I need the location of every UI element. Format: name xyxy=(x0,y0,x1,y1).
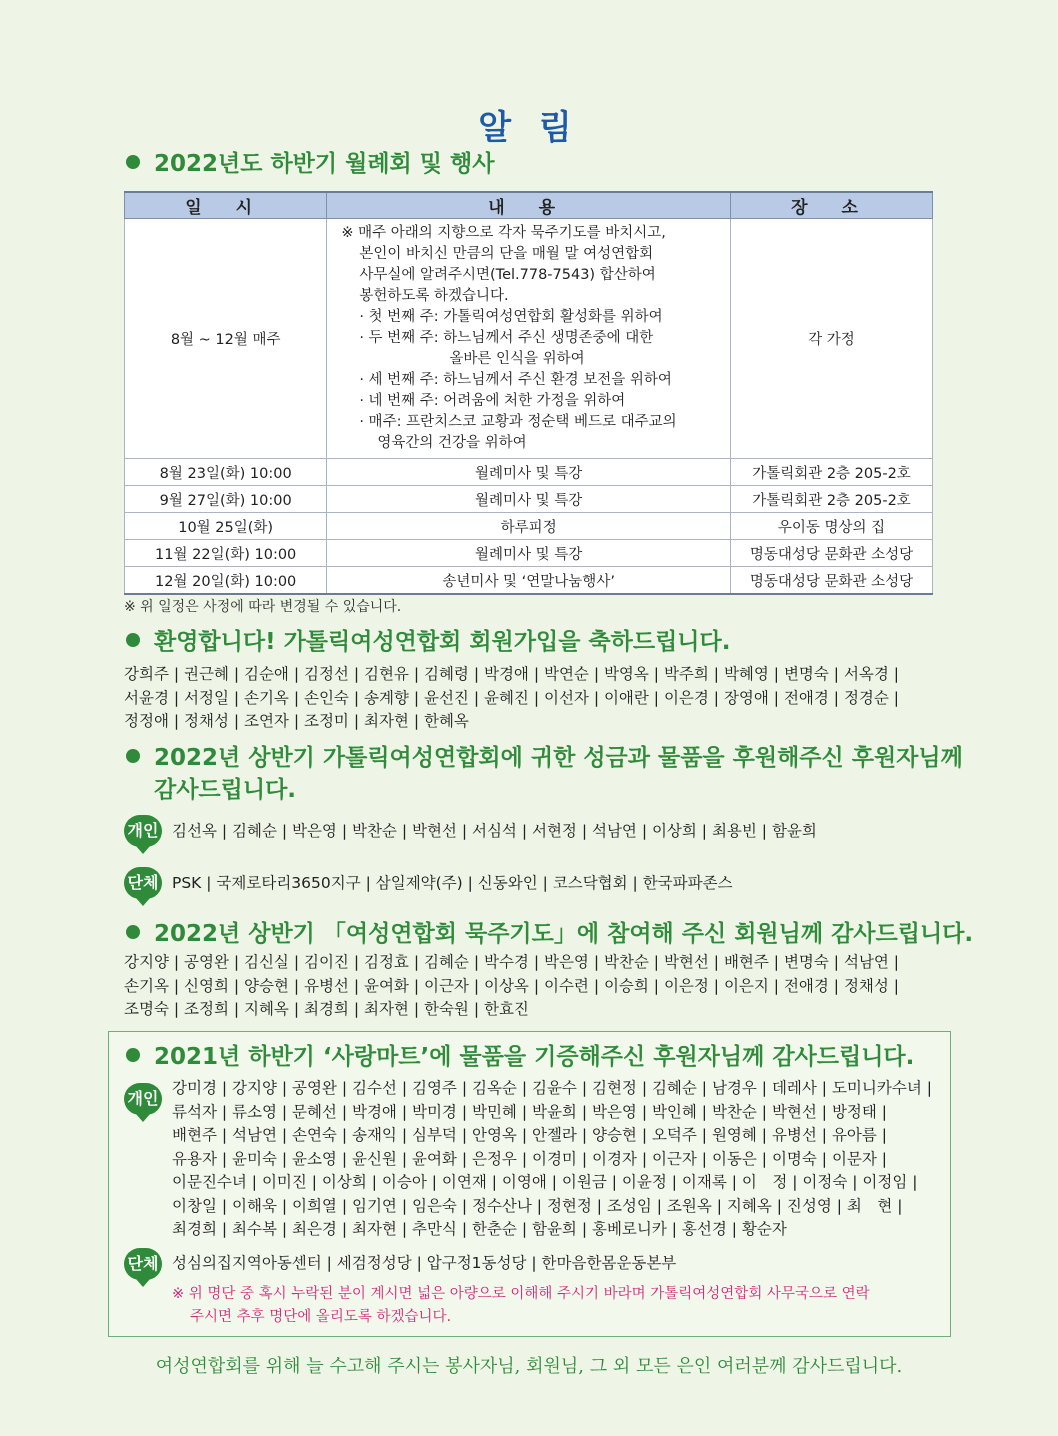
table-row xyxy=(125,513,933,540)
table-row xyxy=(125,486,933,513)
cell-place: 가톨릭회관 2층 205-2호 xyxy=(731,459,933,486)
bullet-icon xyxy=(126,749,140,763)
bullet-icon xyxy=(126,1048,140,1062)
group-tag: 단체 xyxy=(124,1248,162,1280)
individual-tag: 개인 xyxy=(124,1083,162,1115)
lovemart-note: ※ 위 명단 중 혹시 누락된 분이 계시면 넓은 아량으로 이해해 주시기 바라며 가톨릭여성연합회 사무국으로 연락 주시면 추후 명단에 올리도록 하겠습니다. xyxy=(172,1286,870,1325)
cell-content: 송년미사 및 ‘연말나눔행사’ xyxy=(327,567,731,595)
bullet-icon xyxy=(126,925,140,939)
table-row xyxy=(125,219,933,459)
cell-content: 월례미사 및 특강 xyxy=(327,540,731,567)
donors-heading: 2022년 상반기 가톨릭여성연합회에 귀한 성금과 물품을 후원해주신 후원자님께 감사드립니다. xyxy=(126,742,963,806)
footer-thanks: 여성연합회를 위해 늘 수고해 주시는 봉사자님, 회원님, 그 외 모든 은인 여러분께 감사드립니다. xyxy=(155,1356,903,1377)
group-tag: 단체 xyxy=(124,867,162,899)
welcome-heading: 환영합니다! 가톨릭여성연합회 회원가입을 축하드립니다. xyxy=(126,626,730,658)
rosary-names: 강지양 | 공영완 | 김신실 | 김이진 | 김정효 | 김혜순 | 박수경 | 박은영 | 박찬순 | 박현선 | 배현주 | 변명숙 | 석남연 | 손기옥 | 신영희 | 양승현 | 유병선 | 윤여화 | 이근자 | 이상옥 | 이수련 | 이승희 | 이은정 | 이은지 | 전애경 | 정채성 | 조명숙 | 조정희 | 지혜옥 | 최경희 | 최자현 | 한숙원 | 한효진 xyxy=(124,953,900,1018)
lovemart-group-names: 성심의집지역아동센터 | 세검정성당 | 압구정1동성당 | 한마음한몸운동본부 xyxy=(172,1254,677,1272)
cell-content: ※ 매주 아래의 지향으로 각자 묵주기도를 바치시고, 본인이 바치신 만큼의 단을 매월 말 여성연합회 사무실에 알려주시면(Tel.778-7543) 합산하여 봉헌하도록 하겠습니다. · 첫 번째 주: 가톨릭여성연합회 활성화를 위하여 · 두 번째 주: 하느님께서 주신 생명존중에 대한 올바른 인식을 위하여 · 세 번째 주: 하느님께서 주신 환경 보전을 위하여 · 네 번째 주: 어려움에 처한 가정을 위하여 · 매주: 프란치스코 교황과 정순택 베드로 대주교의 영육간의 건강을 위하여 xyxy=(327,219,731,459)
cell-date: 12월 20일(화) 10:00 xyxy=(125,567,327,595)
table-row xyxy=(125,459,933,486)
bullet-icon xyxy=(126,155,140,169)
cell-place: 가톨릭회관 2층 205-2호 xyxy=(731,486,933,513)
header-date: 일 시 xyxy=(125,192,327,219)
page-title: 알 림 xyxy=(478,108,580,148)
individual-donors: 김선옥 | 김혜순 | 박은영 | 박찬순 | 박현선 | 서심석 | 서현정 | 석남연 | 이상희 | 최용빈 | 함윤희 xyxy=(172,822,817,840)
cell-date: 10월 25일(화) xyxy=(125,513,327,540)
cell-place: 각 가정 xyxy=(731,219,933,459)
cell-place: 명동대성당 문화관 소성당 xyxy=(731,567,933,595)
header-content: 내 용 xyxy=(327,192,731,219)
individual-tag: 개인 xyxy=(124,815,162,847)
schedule-note: ※ 위 일정은 사정에 따라 변경될 수 있습니다. xyxy=(124,599,402,615)
lovemart-individual-names: 강미경 | 강지양 | 공영완 | 김수선 | 김영주 | 김옥순 | 김윤수 | 김현정 | 김혜순 | 남경우 | 데레사 | 도미니카수녀 | 류석자 | 류소영 | 문혜선 | 박경애 | 박미경 | 박민혜 | 박윤희 | 박은영 | 박인혜 | 박찬순 | 박현선 | 방정태 | 배현주 | 석남연 | 손연숙 | 송재익 | 심부덕 | 안영옥 | 안젤라 | 양승현 | 오덕주 | 원영혜 | 유병선 | 유아름 | 유용자 | 윤미숙 | 윤소영 | 윤신원 | 윤여화 | 은정우 | 이경미 | 이경자 | 이근자 | 이동은 | 이명숙 | 이문자 | 이문진수녀 | 이미진 | 이상희 | 이승아 | 이연재 | 이영애 | 이원금 | 이윤정 | 이재록 | 이 정 | 이정숙 | 이정임 | 이창일 | 이해욱 | 이희열 | 임기연 | 임은숙 | 정수산나 | 정현정 | 조성임 | 조원옥 | 지혜옥 | 진성영 | 최 현 | 최경희 | 최수복 | 최은경 | 최자현 | 추만식 | 한춘순 | 함윤희 | 홍베로니카 | 홍선경 | 황순자 xyxy=(172,1079,932,1238)
cell-date: 9월 27일(화) 10:00 xyxy=(125,486,327,513)
table-header-row xyxy=(125,192,933,219)
cell-place: 명동대성당 문화관 소성당 xyxy=(731,540,933,567)
lovemart-heading: 2021년 하반기 ‘사랑마트’에 물품을 기증해주신 후원자님께 감사드립니다. xyxy=(126,1041,914,1073)
cell-date: 8월 ~ 12월 매주 xyxy=(125,219,327,459)
cell-place: 우이동 명상의 집 xyxy=(731,513,933,540)
group-donors: PSK | 국제로타리3650지구 | 삼일제약(주) | 신동와인 | 코스닥협회 | 한국파파존스 xyxy=(172,874,733,892)
table-row xyxy=(125,567,933,595)
rosary-heading: 2022년 상반기 「여성연합회 묵주기도」에 참여해 주신 회원님께 감사드립니다. xyxy=(126,918,973,950)
cell-content: 월례미사 및 특강 xyxy=(327,459,731,486)
cell-date: 11월 22일(화) 10:00 xyxy=(125,540,327,567)
cell-content: 월례미사 및 특강 xyxy=(327,486,731,513)
schedule-table xyxy=(124,191,933,595)
table-row xyxy=(125,540,933,567)
header-place: 장 소 xyxy=(731,192,933,219)
cell-content: 하루피정 xyxy=(327,513,731,540)
welcome-names: 강희주 | 권근혜 | 김순애 | 김정선 | 김현유 | 김혜령 | 박경애 | 박연순 | 박영옥 | 박주희 | 박혜영 | 변명숙 | 서옥경 | 서윤경 | 서정일 | 손기옥 | 손인숙 | 송계향 | 윤선진 | 윤혜진 | 이선자 | 이애란 | 이은경 | 장영애 | 전애경 | 정경순 | 정정애 | 정채성 | 조연자 | 조정미 | 최자현 | 한혜옥 xyxy=(124,665,900,730)
bullet-icon xyxy=(126,633,140,647)
cell-date: 8월 23일(화) 10:00 xyxy=(125,459,327,486)
events-heading: 2022년도 하반기 월례회 및 행사 xyxy=(126,148,494,180)
